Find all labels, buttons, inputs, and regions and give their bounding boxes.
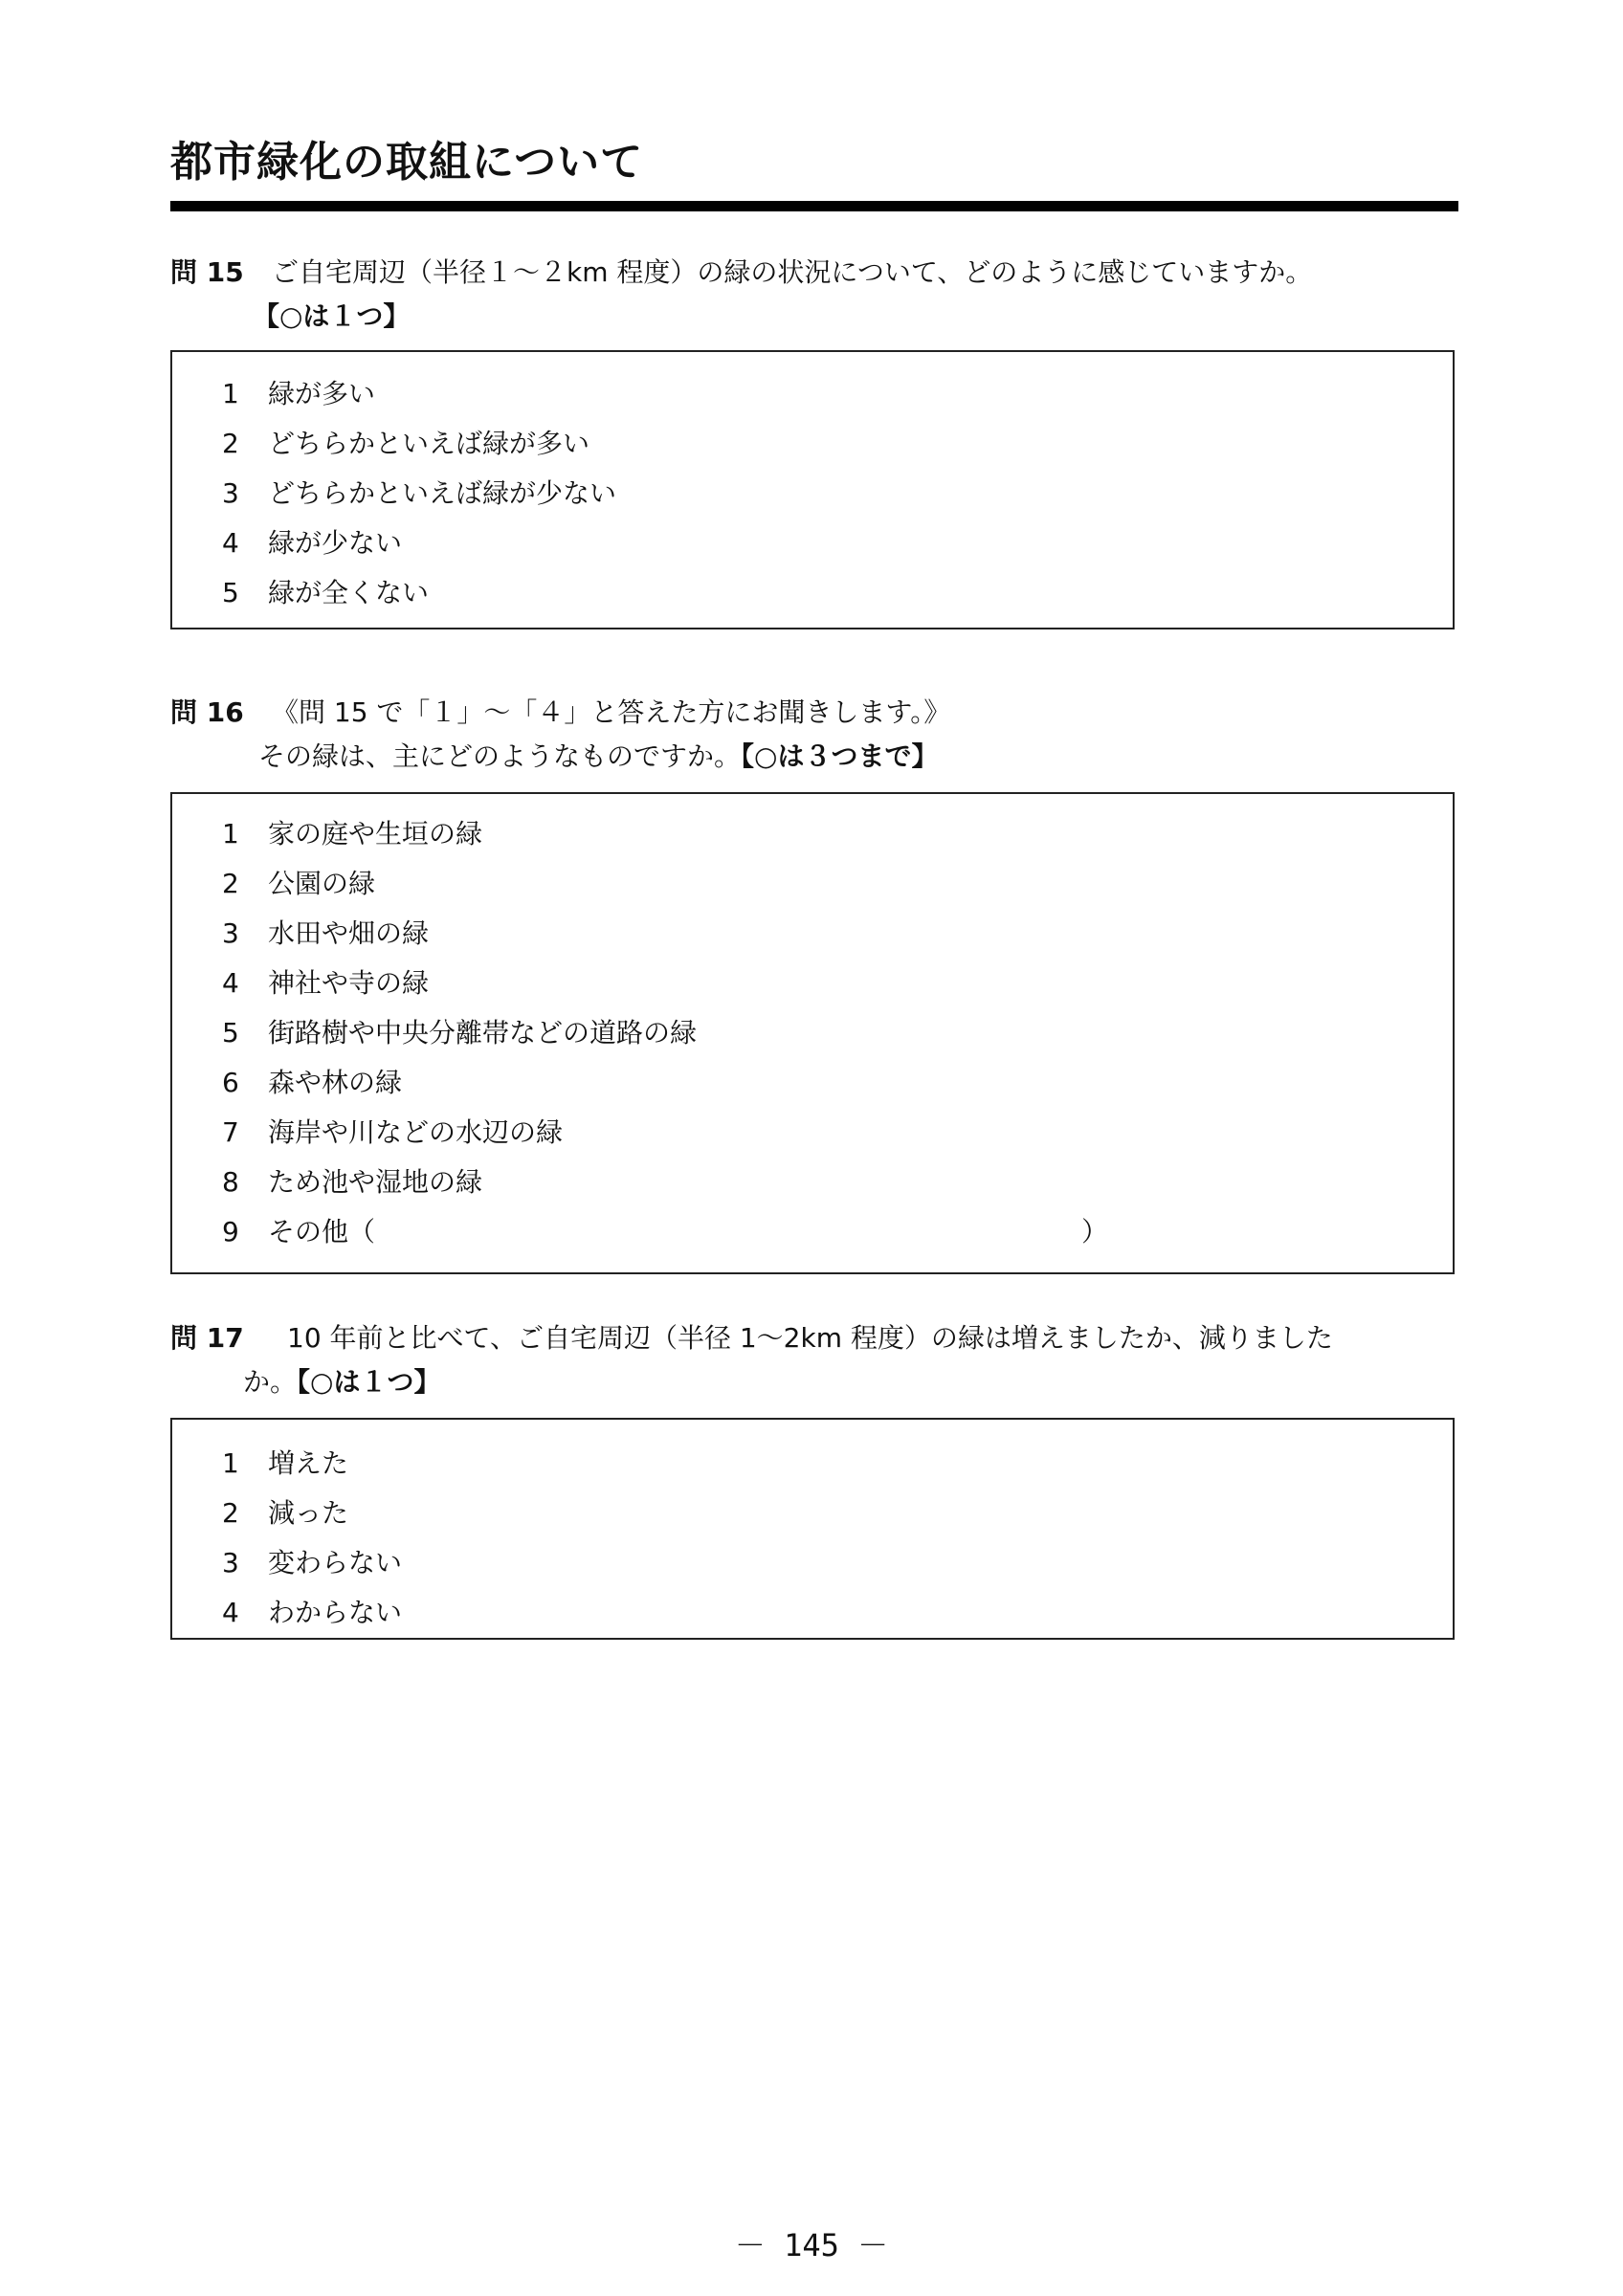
option-label: 水田や畑の緑 — [268, 917, 430, 949]
option-label: ため池や湿地の緑 — [268, 1166, 483, 1198]
option-number: 3 — [222, 1547, 239, 1578]
option-label: 森や林の緑 — [268, 1067, 403, 1098]
option-label: 変わらない — [268, 1547, 403, 1578]
question-text-line1: 10 年前と比べて、ご自宅周辺（半径 1～2km 程度）の緑は増えましたか、減りました — [287, 1322, 1333, 1354]
question-number: 問 17 — [170, 1322, 244, 1354]
question-text-line2: か。 — [243, 1366, 298, 1398]
option-number: 7 — [222, 1116, 239, 1148]
option-item[interactable] — [222, 469, 1453, 519]
option-item[interactable] — [222, 1058, 1453, 1108]
answer-instruction: 【○は１つ】 — [297, 1366, 441, 1398]
option-number: 9 — [222, 1216, 239, 1247]
option-number: 4 — [222, 967, 239, 999]
option-number: 1 — [222, 818, 239, 850]
question-number: 問 15 — [170, 256, 244, 288]
option-label: どちらかといえば緑が少ない — [268, 477, 617, 509]
option-label: 増えた — [268, 1447, 349, 1479]
option-item[interactable] — [222, 568, 1453, 618]
option-label: どちらかといえば緑が多い — [268, 428, 590, 459]
other-close-paren: ） — [1081, 1216, 1109, 1247]
page-title: 都市緑化の取組について — [170, 138, 644, 187]
question-number: 問 16 — [170, 696, 244, 728]
option-item[interactable] — [222, 809, 1453, 859]
option-item[interactable] — [222, 369, 1453, 419]
option-item[interactable] — [222, 419, 1453, 469]
option-label: 緑が多い — [268, 378, 376, 409]
answer-instruction: 【○は３つまで】 — [741, 740, 939, 772]
q17-options-box — [170, 1418, 1455, 1640]
title-divider — [170, 201, 1458, 211]
option-number: 4 — [222, 1597, 239, 1628]
option-label: 緑が少ない — [268, 527, 403, 559]
option-number: 2 — [222, 1497, 239, 1529]
question-text: ご自宅周辺（半径１～２km 程度）の緑の状況について、どのように感じていますか。 — [272, 256, 1313, 288]
option-label: 家の庭や生垣の緑 — [268, 818, 483, 850]
question-16 — [170, 691, 1458, 779]
option-label: わからない — [268, 1597, 403, 1628]
option-item[interactable] — [222, 1538, 1453, 1588]
option-item[interactable] — [222, 1008, 1453, 1058]
option-item[interactable] — [222, 1588, 1453, 1638]
option-label: 街路樹や中央分離帯などの道路の緑 — [268, 1017, 698, 1049]
option-number: 3 — [222, 477, 239, 509]
q16-options-box — [170, 792, 1455, 1274]
answer-instruction: 【○は１つ】 — [253, 300, 411, 332]
option-number: 4 — [222, 527, 239, 559]
question-text: その緑は、主にどのようなものですか。 — [258, 740, 742, 772]
option-label: その他（ — [268, 1216, 376, 1247]
question-15 — [170, 251, 1458, 339]
option-number: 1 — [222, 378, 239, 409]
q15-options-box — [170, 350, 1455, 629]
page-number: － 145 － — [734, 2227, 889, 2263]
option-label: 公園の緑 — [268, 868, 376, 899]
option-item[interactable] — [222, 1439, 1453, 1489]
question-condition: 《問 15 で「１」～「４」と答えた方にお聞きします。》 — [272, 696, 951, 728]
option-label: 緑が全くない — [268, 577, 430, 608]
option-item-other[interactable] — [222, 1207, 1453, 1257]
option-label: 海岸や川などの水辺の緑 — [268, 1116, 564, 1148]
option-number: 6 — [222, 1067, 239, 1098]
option-item[interactable] — [222, 519, 1453, 568]
question-17 — [170, 1316, 1458, 1404]
option-number: 2 — [222, 868, 239, 899]
option-item[interactable] — [222, 959, 1453, 1008]
option-item[interactable] — [222, 1108, 1453, 1158]
option-label: 神社や寺の緑 — [268, 967, 430, 999]
option-number: 1 — [222, 1447, 239, 1479]
option-number: 8 — [222, 1166, 239, 1198]
option-item[interactable] — [222, 909, 1453, 959]
option-item[interactable] — [222, 859, 1453, 909]
option-number: 2 — [222, 428, 239, 459]
option-label: 減った — [268, 1497, 349, 1529]
option-item[interactable] — [222, 1158, 1453, 1207]
option-number: 5 — [222, 1017, 239, 1049]
option-item[interactable] — [222, 1489, 1453, 1538]
option-number: 5 — [222, 577, 239, 608]
option-number: 3 — [222, 917, 239, 949]
